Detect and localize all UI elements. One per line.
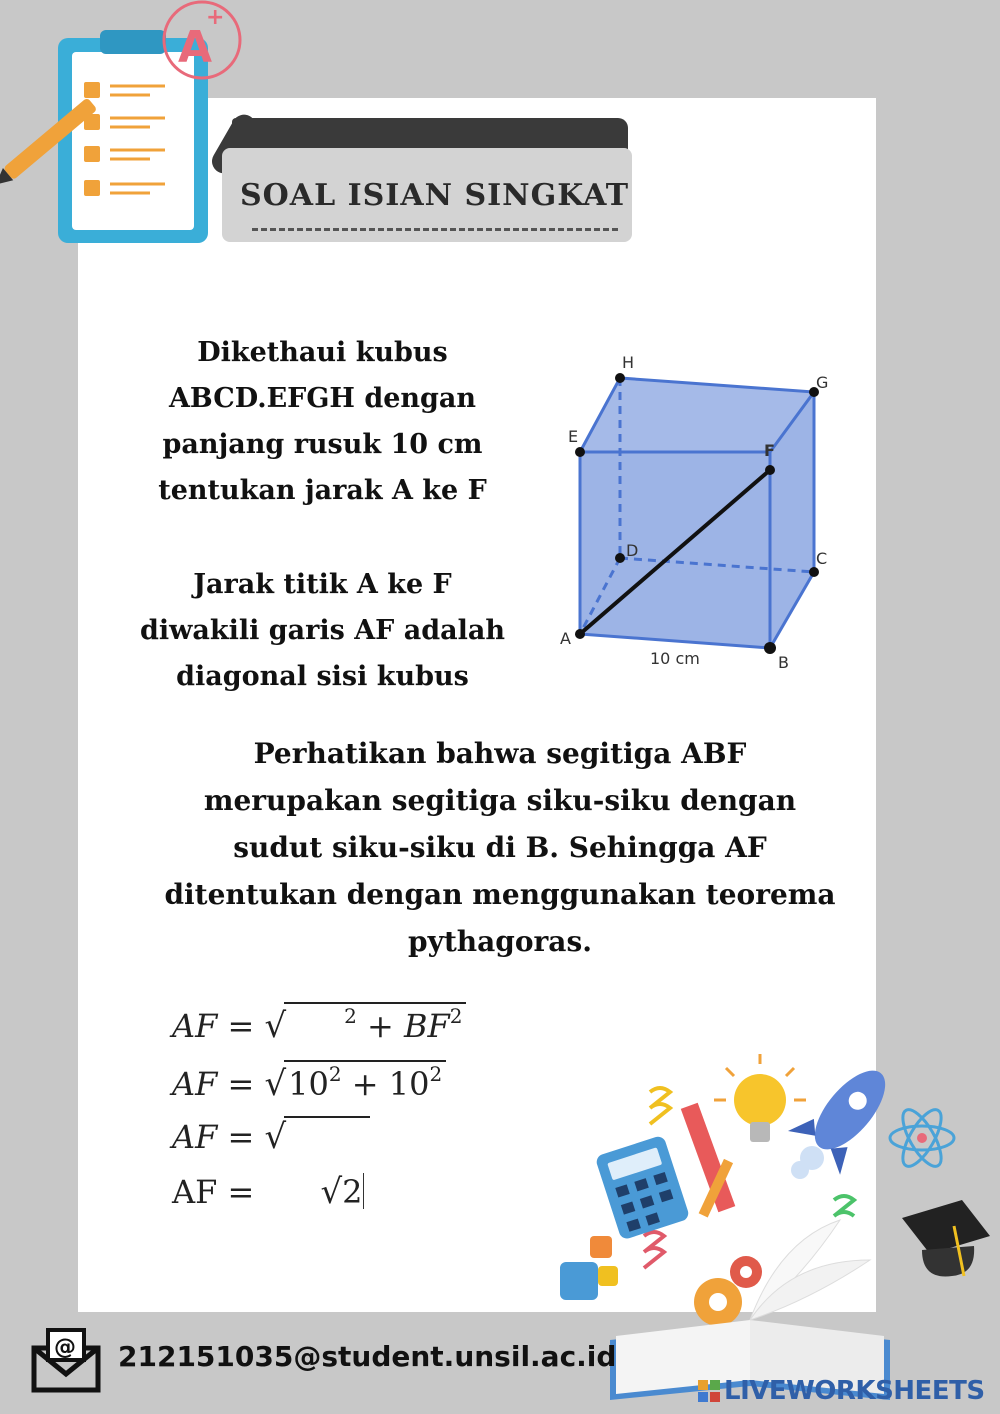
vertex-label-c: C (816, 549, 828, 568)
sqrt-icon: √ (264, 1006, 287, 1046)
banner-underline (252, 228, 618, 231)
exponent: 2 (328, 1062, 342, 1086)
text-line: sudut siku-siku di B. Sehingga AF (233, 831, 767, 864)
observation (120, 730, 880, 965)
text-cursor (363, 1173, 364, 1209)
blank-answer-coefficient[interactable] (264, 1173, 320, 1203)
equals-sign: = (227, 1173, 255, 1211)
equation-lhs: AF (172, 1118, 218, 1156)
equation-line-3 (172, 1116, 370, 1157)
text-line: Perhatikan bahwa segitiga ABF (253, 737, 747, 770)
equation-term: 2 (342, 1173, 363, 1211)
edge-length-label: 10 cm (650, 649, 700, 668)
svg-text:@: @ (54, 1335, 76, 1360)
lightbulb-icon (714, 1054, 806, 1142)
equals-sign: = (227, 1007, 255, 1045)
equals-sign: = (227, 1065, 255, 1103)
svg-text:A: A (178, 22, 213, 73)
equation-term: + BF (367, 1007, 450, 1045)
equation-term: + 10 (351, 1065, 430, 1103)
text-line: Dikethaui kubus (197, 337, 448, 368)
vertex-label-g: G (816, 373, 829, 392)
contact-email: 212151035@student.unsil.ac.id (118, 1340, 617, 1373)
text-line: panjang rusuk 10 cm (162, 429, 483, 460)
vertex-label-e: E (568, 427, 579, 446)
blank-answer-sum[interactable] (284, 1116, 370, 1154)
clipboard-icon (0, 0, 250, 250)
equation-lhs: AF (172, 1007, 218, 1045)
equals-sign: = (227, 1118, 255, 1156)
vertex-label-f: F (764, 441, 775, 460)
explanation (100, 562, 545, 700)
exponent: 2 (344, 1004, 357, 1028)
vertex-label-a: A (560, 629, 571, 648)
page-title: SOAL ISIAN SINGKAT (240, 178, 630, 213)
problem-statement (110, 330, 535, 514)
dice-icon (560, 1236, 618, 1300)
mail-icon (30, 1328, 102, 1394)
education-illustration (550, 1040, 1000, 1414)
calculator-icon (595, 1135, 691, 1241)
vertex-label-b: B (778, 653, 789, 672)
liveworksheets-logo-icon (698, 1380, 720, 1402)
equation-line-4 (172, 1172, 364, 1212)
vertex-label-d: D (626, 541, 639, 560)
text-line: ditentukan dengan menggunakan teorema (164, 878, 836, 911)
sqrt-icon: √ (264, 1064, 287, 1104)
radicand (284, 1060, 446, 1103)
banner-back (232, 118, 628, 150)
equation-line-2 (172, 1060, 446, 1104)
brand-logo[interactable]: LIVEWORKSHEETS (724, 1376, 985, 1406)
sqrt-icon: √ (264, 1117, 287, 1157)
text-line: diagonal sisi kubus (176, 661, 469, 692)
graduation-cap-icon (902, 1200, 990, 1276)
vertex-label-h: H (622, 353, 635, 372)
equation-line-1 (172, 1002, 466, 1046)
text-line: diwakili garis AF adalah (140, 615, 505, 646)
text-line: tentukan jarak A ke F (158, 475, 487, 506)
svg-text:+: + (206, 5, 225, 30)
radicand (284, 1002, 466, 1045)
equation-lhs: AF (172, 1173, 218, 1211)
cube-diagram (552, 352, 842, 682)
equation-lhs: AF (172, 1065, 218, 1103)
text-line: ABCD.EFGH dengan (168, 383, 477, 414)
text-line: pythagoras. (408, 925, 592, 958)
equation-term: 10 (288, 1065, 329, 1103)
sqrt-icon: √ (320, 1172, 343, 1212)
text-line: merupakan segitiga siku-siku dengan (203, 784, 797, 817)
exponent: 2 (429, 1062, 443, 1086)
text-line: Jarak titik A ke F (193, 569, 452, 600)
exponent: 2 (449, 1004, 463, 1028)
